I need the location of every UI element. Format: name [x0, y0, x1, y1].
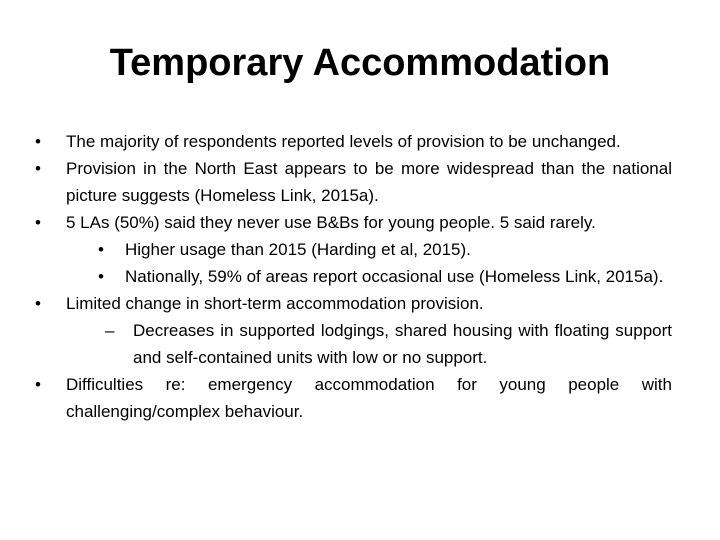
bullet-item: [35, 290, 672, 317]
bullet-list: [35, 128, 672, 425]
bullet-text: Nationally, 59% of areas report occasional use (Homeless Link, 2015a).: [125, 267, 664, 286]
dash-item: [35, 317, 672, 371]
sub-bullet-item: [35, 263, 672, 290]
bullet-text: Difficulties re: emergency accommodation for young people with challenging/complex behaviour.: [66, 375, 672, 421]
sub-bullet-item: [35, 236, 672, 263]
bullet-marker: •: [98, 240, 104, 259]
bullet-marker: •: [35, 132, 41, 151]
bullet-item: [35, 128, 672, 155]
bullet-marker: •: [35, 159, 41, 178]
bullet-item: [35, 371, 672, 425]
dash-marker: –: [105, 321, 115, 340]
bullet-marker: •: [98, 267, 104, 286]
bullet-text: 5 LAs (50%) said they never use B&Bs for young people. 5 said rarely.: [66, 213, 596, 232]
bullet-marker: •: [35, 213, 41, 232]
bullet-text: Provision in the North East appears to be more widespread than the national picture suggests (Homeless Link, 2015a).: [66, 159, 672, 205]
bullet-marker: •: [35, 294, 41, 313]
slide-title: Temporary Accommodation: [109, 42, 611, 84]
bullet-text: Decreases in supported lodgings, shared housing with floating support and self-contained units with low or no support.: [133, 321, 672, 367]
bullet-text: Limited change in short-term accommodation provision.: [66, 294, 484, 313]
bullet-marker: •: [35, 375, 41, 394]
bullet-item: [35, 209, 672, 236]
bullet-text: Higher usage than 2015 (Harding et al, 2015).: [125, 240, 471, 259]
bullet-text: The majority of respondents reported levels of provision to be unchanged.: [66, 132, 621, 151]
bullet-item: [35, 155, 672, 209]
